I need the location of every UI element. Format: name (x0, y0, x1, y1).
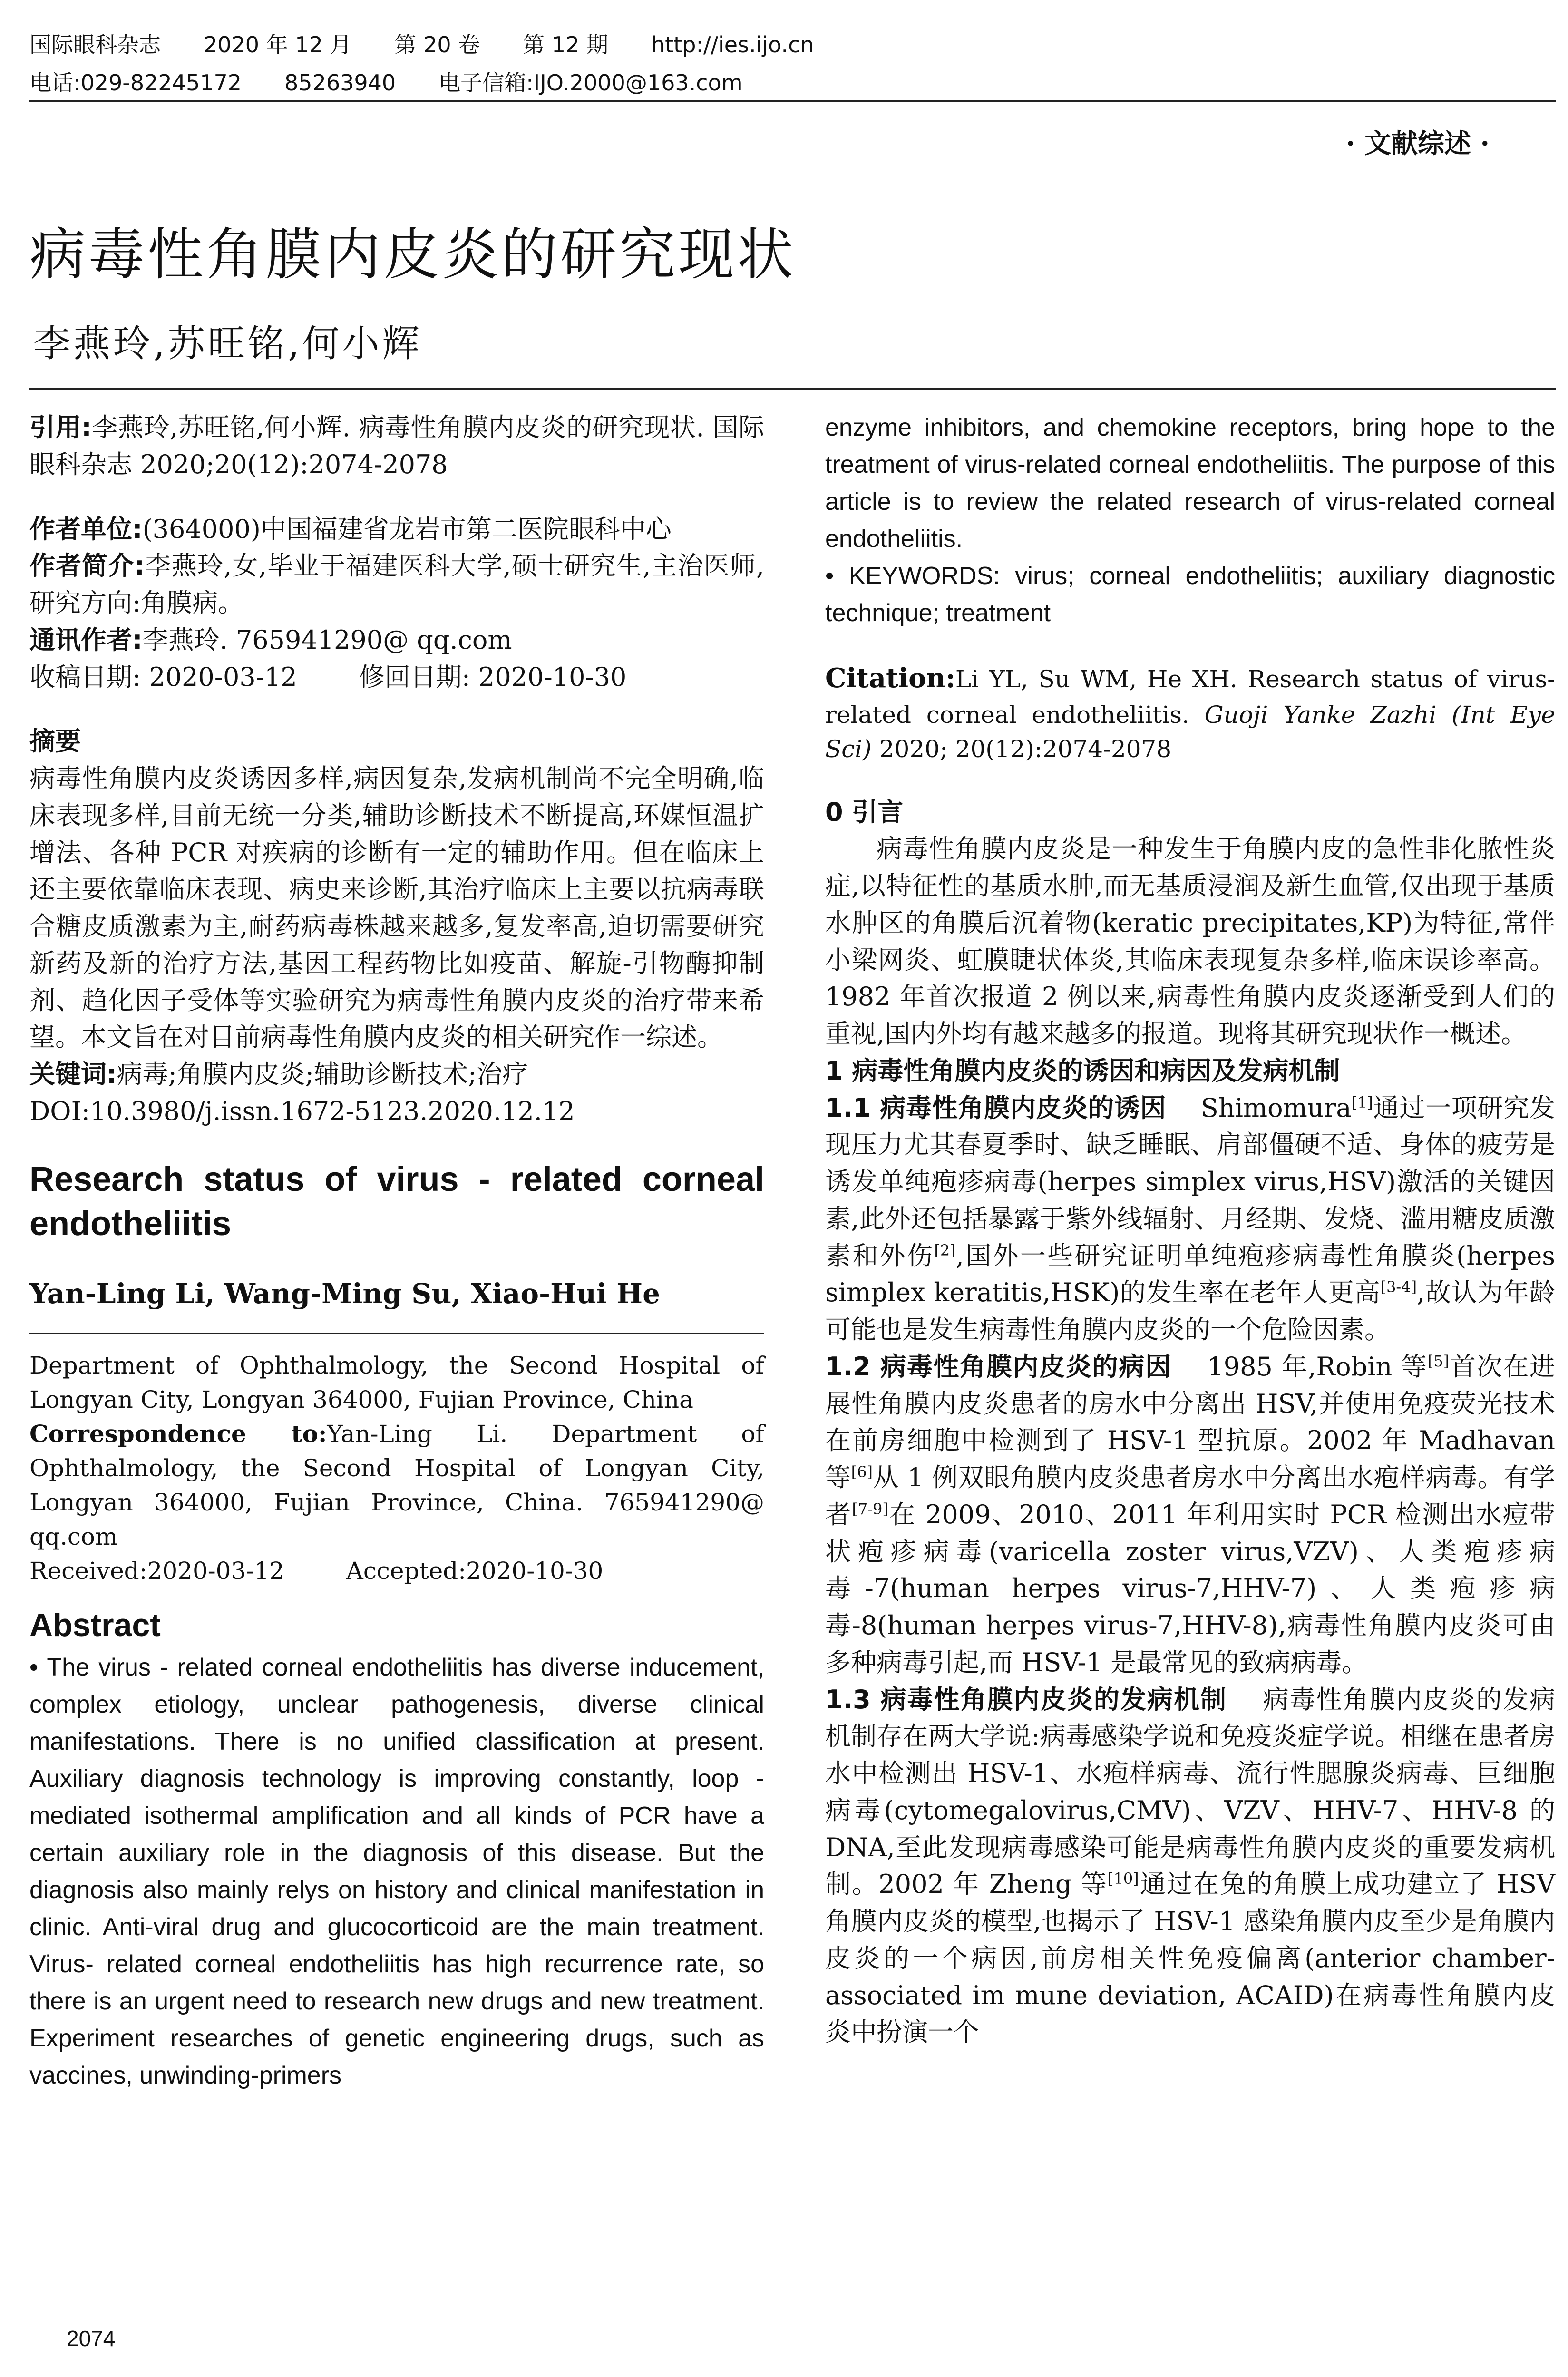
keywords-en: • KEYWORDS: virus; corneal endotheliitis; auxiliary diagnostic technique; treatment (825, 562, 1555, 627)
section-0-heading: 0 引言 (825, 797, 904, 827)
page-number: 2074 (67, 2326, 116, 2351)
ref-3-4[interactable]: [3-4] (1380, 1278, 1417, 1296)
abstract-heading-cn: 摘要 (29, 726, 81, 757)
english-authors: Yan-Ling Li, Wang-Ming Su, Xiao-Hui He (29, 1277, 660, 1310)
section-1-1-text: 1.1 病毒性角膜内皮炎的诱因 Shimomura[1]通过一项研究发现压力尤其春夏季时、缺乏睡眠、肩部僵硬不适、身体的疲劳是诱发单纯疱疹病毒(herpes simplex virus,HSV)激活的关键因素,此外还包括暴露于紫外线辐射、月经期、发烧、滥用糖皮质激素和外伤[2],国外一些研究证明单纯疱疹病毒性角膜炎(herpes simplex keratitis,HSK)的发生率在老年人更高[3-4],故认为年龄可能也是发生病毒性角膜内皮炎的一个危险因素。 (825, 1092, 1555, 1345)
page-title: 病毒性角膜内皮炎的研究现状 (29, 222, 797, 287)
section-1-2-heading: 1.2 病毒性角膜内皮炎的病因 (825, 1351, 1172, 1382)
affiliation: 作者单位:(364000)中国福建省龙岩市第二医院眼科中心 (29, 514, 672, 544)
issue-date: 2020 年 12 月 (204, 32, 352, 58)
section-1-heading: 1 病毒性角膜内皮炎的诱因和病因及发病机制 (825, 1055, 1340, 1086)
ref-5[interactable]: [5] (1427, 1352, 1450, 1370)
abstract-heading-en: Abstract (29, 1607, 161, 1644)
section-1-3-text: 1.3 病毒性角膜内皮炎的发病机制 病毒性角膜内皮炎的发病机制存在两大学说:病毒感染学说和免疫炎症学说。相继在患者房水中检测出 HSV-1、水疱样病毒、流行性腮腺炎病毒、巨细胞病毒(cytomegalovirus,CMV)、VZV、HHV-7、HHV-8 的 DNA,至此发现病毒感染可能是病毒性角膜内皮炎的重要发病机制。2002 年 Zheng 等[10]通过在兔的角膜上成功建立了 HSV 角膜内皮炎的模型,也揭示了 HSV-1 感染角膜内皮至少是角膜内皮炎的一个病因,前房相关性免疫偏离(anterior chamber-associated im mune deviation, ACAID)在病毒性角膜内皮炎中扮演一个 (825, 1684, 1556, 2047)
issue: 第 12 期 (523, 32, 609, 58)
header-rule (29, 100, 1556, 102)
phone: 电话:029-82245172 (29, 70, 242, 96)
running-header-line2 (29, 66, 786, 97)
phone-2: 85263940 (284, 70, 396, 96)
english-department: Department of Ophthalmology, the Second Hospital of Longyan City, Longyan 364000, Fujian Province, China (29, 1352, 764, 1414)
abstract-text-en: • The virus - related corneal endotheliitis has diverse inducement, complex etiology, unclear pathogenesis, diverse clinical manifestations. There is no unified classification at present. Auxiliary diagnosis technology is improving constantly, loop - mediated isothermal amplification and all kinds of PCR have a certain auxiliary role in the diagnosis of this disease. But the diagnosis also mainly relys on history and clinical manifestation in clinic. Anti-viral drug and glucocorticoid are the main treatment. Virus- related corneal endotheliitis has high recurrence rate, so there is an urgent need to research new drugs and new treatment. Experiment researches of genetic engineering drugs, such as vaccines, unwinding-primers (29, 1654, 764, 2090)
journal-name: 国际眼科杂志 (29, 32, 161, 58)
left-column (29, 409, 764, 2094)
dates-cn: 收稿日期: 2020-03-12 修回日期: 2020-10-30 (29, 662, 627, 692)
running-header-line1 (29, 28, 857, 59)
abstract-text-en-cont: enzyme inhibitors, and chemokine receptors, bring hope to the treatment of virus-related corneal endotheliitis. The purpose of this article is to review the related research of virus-related corneal endotheliitis. (825, 414, 1555, 553)
ref-7-9[interactable]: [7-9] (852, 1500, 888, 1518)
author-rule (29, 1333, 764, 1334)
section-1-3-heading: 1.3 病毒性角膜内皮炎的发病机制 (825, 1684, 1227, 1715)
english-dates: Received:2020-03-12 Accepted:2020-10-30 (29, 1557, 604, 1585)
section-0-text: 病毒性角膜内皮炎是一种发生于角膜内皮的急性非化脓性炎症,以特征性的基质水肿,而无基质浸润及新生血管,仅出现于基质水肿区的角膜后沉着物(keratic precipitates,KP)为特征,常伴小梁网炎、虹膜睫状体炎,其临床表现复杂多样,临床误诊率高。1982 年首次报道 2 例以来,病毒性角膜内皮炎逐渐受到人们的重视,国内外均有越来越多的报道。现将其研究现状作一概述。 (825, 834, 1555, 1049)
abstract-text-cn: 病毒性角膜内皮炎诱因多样,病因复杂,发病机制尚不完全明确,临床表现多样,目前无统一分类,辅助诊断技术不断提高,环媒恒温扩增法、各种 PCR 对疾病的诊断有一定的辅助作用。但在临床上还主要依靠临床表现、病史来诊断,其治疗临床上主要以抗病毒联合糖皮质激素为主,耐药病毒株越来越多,复发率高,迫切需要研究新药及新的治疗方法,基因工程药物比如疫苗、解旋-引物酶抑制剂、趋化因子受体等实验研究为病毒性角膜内皮炎的治疗带来希望。本文旨在对目前病毒性角膜内皮炎的相关研究作一综述。 (29, 763, 764, 1052)
ref-10[interactable]: [10] (1107, 1870, 1139, 1888)
keywords-cn: 关键词:病毒;角膜内皮炎;辅助诊断技术;治疗 (29, 1059, 528, 1089)
section-tag: · 文献综述 · (1346, 128, 1490, 159)
english-title: Research status of virus - related corneal endotheliitis (29, 1160, 764, 1243)
ref-6[interactable]: [6] (851, 1463, 873, 1481)
citation-cn: 引用:李燕玲,苏旺铭,何小辉. 病毒性角膜内皮炎的研究现状. 国际眼科杂志 2020;20(12):2074-2078 (29, 412, 764, 479)
author-bio: 作者简介:李燕玲,女,毕业于福建医科大学,硕士研究生,主治医师,研究方向:角膜病。 (29, 551, 764, 618)
journal-url[interactable]: http://ies.ijo.cn (651, 32, 814, 58)
corresponding-author: 通讯作者:李燕玲. 765941290@ qq.com (29, 624, 512, 655)
citation-label: 引用: (29, 412, 92, 442)
ref-2[interactable]: [2] (934, 1241, 956, 1259)
section-1-1-heading: 1.1 病毒性角膜内皮炎的诱因 (825, 1092, 1167, 1123)
authors-chinese: 李燕玲,苏旺铭,何小辉 (33, 322, 422, 365)
journal-email[interactable]: 电子信箱:IJO.2000@163.com (438, 70, 743, 96)
citation-en: Citation:Li YL, Su WM, He XH. Research status of virus-related corneal endotheliitis. Guoji Yanke Zazhi (Int Eye Sci) 2020; 20(12):2074-2078 (825, 662, 1555, 763)
title-rule (29, 388, 1556, 390)
right-column (825, 409, 1555, 2051)
ref-1[interactable]: [1] (1351, 1093, 1373, 1111)
english-correspondence: Correspondence to:Yan-Ling Li. Department of Ophthalmology, the Second Hospital of Longyan City, Longyan 364000, Fujian Province, China. 765941290@ qq.com (29, 1420, 764, 1551)
doi[interactable]: DOI:10.3980/j.issn.1672-5123.2020.12.12 (29, 1096, 575, 1126)
volume: 第 20 卷 (394, 32, 480, 58)
section-1-2-text: 1.2 病毒性角膜内皮炎的病因 1985 年,Robin 等[5]首次在进展性角膜内皮炎患者的房水中分离出 HSV,并使用免疫荧光技术在前房细胞中检测到了 HSV-1 型抗原。2002 年 Madhavan 等[6]从 1 例双眼角膜内皮炎患者房水中分离出水疱样病毒。有学者[7-9]在 2009、2010、2011 年利用实时 PCR 检测出水痘带状疱疹病毒(varicella zoster virus,VZV)、人类疱疹病毒-7(human herpes virus-7,HHV-7)、人类疱疹病毒-8(human herpes virus-7,HHV-8),病毒性角膜内皮炎可由多种病毒引起,而 HSV-1 是最常见的致病病毒。 (825, 1351, 1556, 1677)
